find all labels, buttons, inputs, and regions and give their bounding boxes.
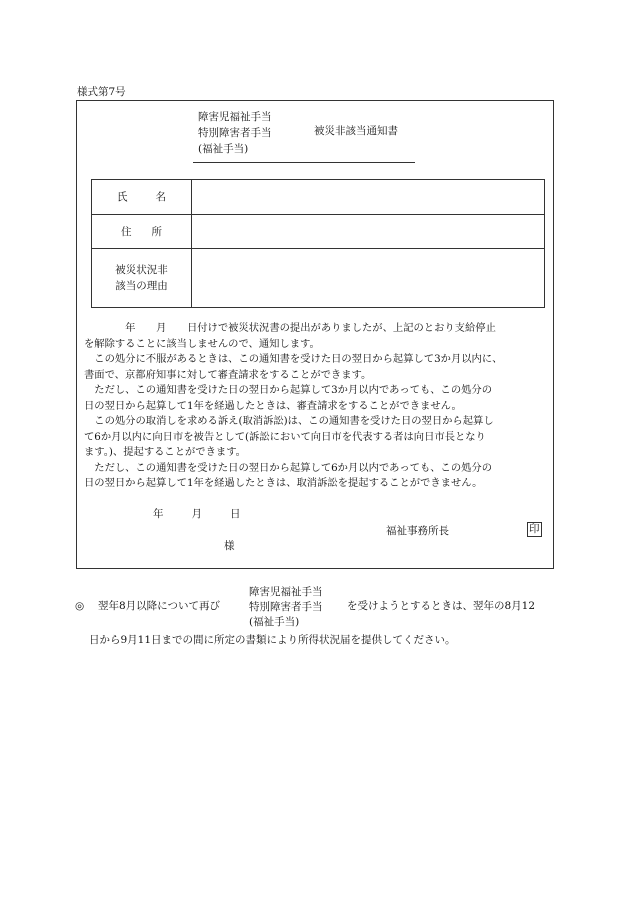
body-line: 年 月 日付けで被災状況書の提出がありましたが、上記のとおり支給停止 <box>84 322 496 334</box>
date-month: 月 <box>191 508 202 520</box>
note-benefit-item: (福祉手当) <box>249 616 300 628</box>
body-line: ただし、この通知書を受けた日の翌日から起算して6か月以内であっても、この処分の <box>84 461 493 474</box>
table-row-name <box>92 180 545 215</box>
address-value-field[interactable] <box>192 215 545 249</box>
body-line: この処分に不服があるときは、この通知書を受けた日の翌日から起算して3か月以内に、 <box>84 353 503 365</box>
address-label-cell <box>92 215 192 249</box>
body-line: を解除することに該当しませんので、通知します。 <box>84 337 320 350</box>
notice-body <box>84 321 544 492</box>
body-line: 書面で、京都府知事に対して審査請求をすることができます。 <box>84 368 372 381</box>
body-line: 日の翌日から起算して1年を経過したときは、取消訴訟を提起することができません。 <box>84 477 483 489</box>
note-benefit-item: 障害児福祉手当 <box>249 586 323 598</box>
seal-mark: 印 <box>529 523 540 535</box>
body-line: ます。)、提起することができます。 <box>84 446 246 458</box>
title-suffix: 被災非該当通知書 <box>314 125 398 137</box>
table-row-address <box>92 215 545 249</box>
reason-label-cell <box>92 249 192 308</box>
recipient-suffix: 様 <box>224 540 235 552</box>
date-year: 年 <box>153 508 164 520</box>
name-label-cell <box>92 180 192 215</box>
table-row-reason <box>92 249 545 308</box>
note-text-line2: 日から9月11日までの間に所定の書類により所得状況届を提供してください。 <box>89 634 456 646</box>
form-number: 様式第7号 <box>77 86 126 98</box>
note-mark: ◎ <box>75 600 85 612</box>
reason-label-line: 被災状況非 <box>115 264 168 276</box>
date-day: 日 <box>230 508 241 520</box>
name-label: 氏名 <box>117 191 194 203</box>
info-table <box>91 179 545 308</box>
note-text-post: を受けようとするときは、翌年の8月12 <box>347 600 536 612</box>
title-underline <box>193 162 415 163</box>
body-line: て6か月以内に向日市を被告として(訴訟において向日市を代表する者は向日市長となり <box>84 430 486 443</box>
title-benefit-item: (福祉手当) <box>198 143 249 155</box>
address-label: 住所 <box>121 225 182 238</box>
body-line: 日の翌日から起算して1年を経過したときは、審査請求をすることができません。 <box>84 399 462 412</box>
body-line: この処分の取消しを求める訴え(取消訴訟)は、この通知書を受けた日の翌日から起算し <box>84 415 494 427</box>
note-benefit-list <box>249 585 323 630</box>
body-line: ただし、この通知書を受けた日の翌日から起算して3か月以内であっても、この処分の <box>84 384 493 396</box>
title-benefit-item: 障害児福祉手当 <box>198 111 272 123</box>
reason-value-field[interactable] <box>192 249 545 308</box>
reason-label-line: 該当の理由 <box>115 280 168 292</box>
issue-date <box>153 508 241 521</box>
title-benefit-item: 特別障害者手当 <box>198 127 272 139</box>
note-benefit-item: 特別障害者手当 <box>249 601 323 613</box>
title-benefit-list <box>198 109 272 157</box>
note-text-pre: 翌年8月以降について再び <box>98 600 220 612</box>
issuer-office: 福祉事務所長 <box>386 525 449 537</box>
name-value-field[interactable] <box>192 180 545 215</box>
